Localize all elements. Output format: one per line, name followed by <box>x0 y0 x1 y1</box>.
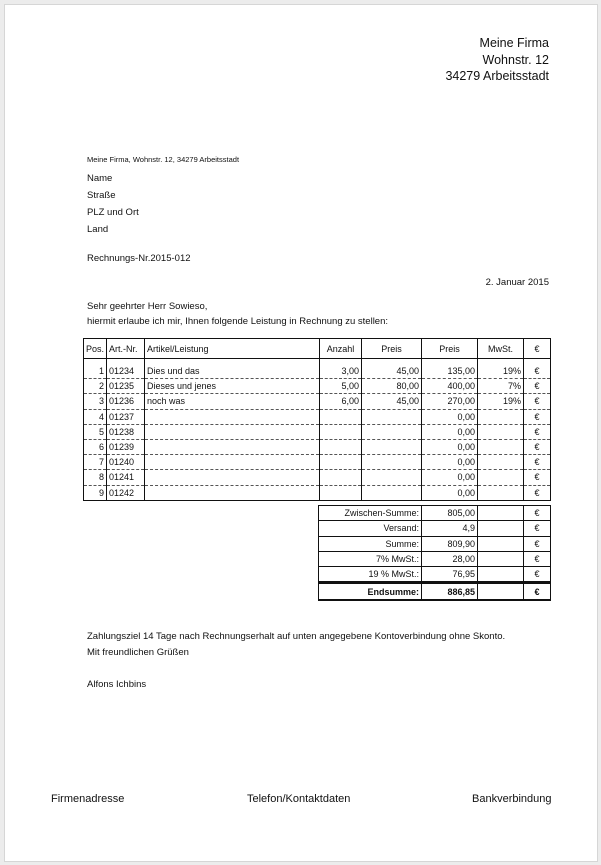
totals-blank <box>478 567 524 583</box>
payment-section <box>87 629 505 661</box>
totals-label: Endsumme: <box>319 583 422 601</box>
totals-currency: € <box>524 536 551 551</box>
header-currency: € <box>524 339 551 359</box>
item-unit-price <box>362 470 422 485</box>
totals-currency: € <box>524 567 551 583</box>
totals-label: 19 % MwSt.: <box>319 567 422 583</box>
sender-street: Wohnstr. 12 <box>482 52 549 67</box>
totals-value: 76,95 <box>422 567 478 583</box>
totals-blank <box>478 506 524 521</box>
table-row <box>84 485 551 500</box>
totals-value: 805,00 <box>422 506 478 521</box>
item-qty: 6,00 <box>320 394 362 409</box>
recipient-name: Name <box>87 173 113 184</box>
totals-currency: € <box>524 551 551 566</box>
item-qty <box>320 470 362 485</box>
payment-terms: Zahlungsziel 14 Tage nach Rechnungserhalt auf unten angegebene Kontoverbindung ohne Skonto. <box>87 631 506 642</box>
item-currency: € <box>524 485 551 500</box>
item-description <box>145 455 320 470</box>
totals-label: Versand: <box>319 521 422 536</box>
item-pos: 6 <box>84 439 107 454</box>
item-currency: € <box>524 364 551 379</box>
invoice-date: 2. Januar 2015 <box>485 277 549 288</box>
totals-blank <box>478 521 524 536</box>
totals-label: 7% MwSt.: <box>319 551 422 566</box>
recipient-city: PLZ und Ort <box>87 207 139 218</box>
totals-row <box>319 506 551 521</box>
footer-address: Firmenadresse <box>51 793 125 805</box>
header-item: Artikel/Leistung <box>145 339 320 359</box>
totals-row <box>319 536 551 551</box>
item-qty: 3,00 <box>320 364 362 379</box>
item-art-nr: 01236 <box>107 394 145 409</box>
item-total: 0,00 <box>422 455 478 470</box>
item-qty <box>320 424 362 439</box>
table-row <box>84 439 551 454</box>
footer-contact: Telefon/Kontaktdaten <box>247 793 351 805</box>
item-pos: 9 <box>84 485 107 500</box>
item-unit-price <box>362 424 422 439</box>
item-vat <box>478 455 524 470</box>
invoice-page <box>4 4 598 862</box>
header-total-price: Preis <box>422 339 478 359</box>
greeting <box>87 299 388 329</box>
item-vat: 7% <box>478 379 524 394</box>
header-pos: Pos. <box>84 339 107 359</box>
item-currency: € <box>524 394 551 409</box>
item-unit-price <box>362 409 422 424</box>
invoice-number: Rechnungs-Nr.2015-012 <box>87 253 191 264</box>
totals-value: 28,00 <box>422 551 478 566</box>
item-vat <box>478 470 524 485</box>
item-art-nr: 01237 <box>107 409 145 424</box>
totals-table <box>318 505 551 601</box>
table-row <box>84 455 551 470</box>
sender-city: 34279 Arbeitsstadt <box>445 69 549 83</box>
totals-value: 4,9 <box>422 521 478 536</box>
item-description <box>145 439 320 454</box>
return-address-line: Meine Firma, Wohnstr. 12, 34279 Arbeitsstadt <box>87 155 240 164</box>
item-qty <box>320 455 362 470</box>
item-qty <box>320 409 362 424</box>
sender-address <box>445 35 549 85</box>
table-row <box>84 470 551 485</box>
totals-value: 886,85 <box>422 583 478 601</box>
item-description <box>145 470 320 485</box>
header-vat: MwSt. <box>478 339 524 359</box>
item-currency: € <box>524 379 551 394</box>
table-header-row <box>84 339 551 359</box>
totals-blank <box>478 583 524 601</box>
item-qty: 5,00 <box>320 379 362 394</box>
item-total: 270,00 <box>422 394 478 409</box>
table-row <box>84 394 551 409</box>
item-pos: 3 <box>84 394 107 409</box>
sender-company: Meine Firma <box>479 36 549 50</box>
header-art-nr: Art.-Nr. <box>107 339 145 359</box>
totals-blank <box>478 551 524 566</box>
table-row <box>84 379 551 394</box>
recipient-country: Land <box>87 224 109 235</box>
item-pos: 8 <box>84 470 107 485</box>
item-description: Dies und das <box>145 364 320 379</box>
item-total: 0,00 <box>422 439 478 454</box>
item-vat <box>478 439 524 454</box>
totals-currency: € <box>524 506 551 521</box>
totals-value: 809,90 <box>422 536 478 551</box>
item-total: 135,00 <box>422 364 478 379</box>
item-total: 0,00 <box>422 470 478 485</box>
totals-row <box>319 521 551 536</box>
totals-row <box>319 551 551 566</box>
item-vat <box>478 485 524 500</box>
item-total: 0,00 <box>422 409 478 424</box>
item-qty <box>320 439 362 454</box>
item-total: 0,00 <box>422 424 478 439</box>
item-description <box>145 424 320 439</box>
footer-bank: Bankverbindung <box>472 793 552 805</box>
table-row <box>84 424 551 439</box>
item-unit-price: 45,00 <box>362 394 422 409</box>
item-unit-price: 45,00 <box>362 364 422 379</box>
closing: Mit freundlichen Grüßen <box>87 647 189 658</box>
table-row <box>84 409 551 424</box>
item-art-nr: 01241 <box>107 470 145 485</box>
item-currency: € <box>524 455 551 470</box>
item-art-nr: 01239 <box>107 439 145 454</box>
totals-label: Summe: <box>319 536 422 551</box>
item-pos: 2 <box>84 379 107 394</box>
item-vat: 19% <box>478 394 524 409</box>
item-currency: € <box>524 439 551 454</box>
totals-row <box>319 583 551 601</box>
totals-currency: € <box>524 583 551 601</box>
item-description: Dieses und jenes <box>145 379 320 394</box>
item-total: 400,00 <box>422 379 478 394</box>
item-pos: 7 <box>84 455 107 470</box>
item-vat: 19% <box>478 364 524 379</box>
header-unit-price: Preis <box>362 339 422 359</box>
recipient-street: Straße <box>87 190 116 201</box>
item-pos: 4 <box>84 409 107 424</box>
recipient-address <box>87 170 139 238</box>
header-qty: Anzahl <box>320 339 362 359</box>
item-currency: € <box>524 424 551 439</box>
signature: Alfons Ichbins <box>87 679 147 690</box>
salutation: Sehr geehrter Herr Sowieso, <box>87 301 208 312</box>
totals-label: Zwischen-Summe: <box>319 506 422 521</box>
table-row <box>84 364 551 379</box>
item-vat <box>478 424 524 439</box>
item-description <box>145 409 320 424</box>
item-unit-price: 80,00 <box>362 379 422 394</box>
totals-row <box>319 567 551 583</box>
item-art-nr: 01238 <box>107 424 145 439</box>
item-description <box>145 485 320 500</box>
item-unit-price <box>362 455 422 470</box>
item-art-nr: 01235 <box>107 379 145 394</box>
item-pos: 5 <box>84 424 107 439</box>
intro-text: hiermit erlaube ich mir, Ihnen folgende Leistung in Rechnung zu stellen: <box>87 316 389 327</box>
item-unit-price <box>362 439 422 454</box>
item-art-nr: 01240 <box>107 455 145 470</box>
items-table <box>83 338 551 501</box>
item-art-nr: 01242 <box>107 485 145 500</box>
item-pos: 1 <box>84 364 107 379</box>
item-unit-price <box>362 485 422 500</box>
totals-currency: € <box>524 521 551 536</box>
item-currency: € <box>524 470 551 485</box>
totals-blank <box>478 536 524 551</box>
item-qty <box>320 485 362 500</box>
item-description: noch was <box>145 394 320 409</box>
item-art-nr: 01234 <box>107 364 145 379</box>
item-vat <box>478 409 524 424</box>
item-currency: € <box>524 409 551 424</box>
item-total: 0,00 <box>422 485 478 500</box>
